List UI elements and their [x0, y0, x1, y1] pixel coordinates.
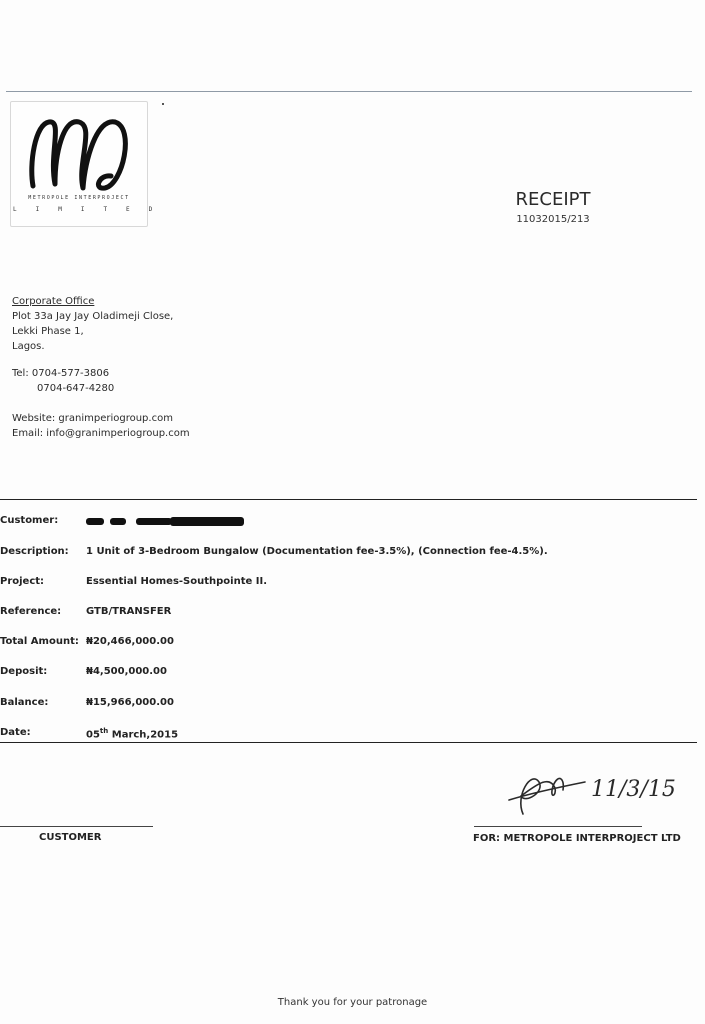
customer-row: [0, 515, 705, 529]
email-text: Email: info@granimperiogroup.com: [12, 428, 190, 439]
deposit-label: Deposit:: [0, 666, 48, 677]
receipt-number: 11032015/213: [516, 214, 590, 225]
redacted-customer-name: [86, 516, 244, 527]
customer-signature-line: [0, 826, 153, 827]
date-row: [0, 727, 705, 741]
project-row: [0, 576, 705, 590]
deposit-row: [0, 666, 705, 680]
total-label: Total Amount:: [0, 636, 79, 647]
date-value: [86, 727, 178, 740]
contact-phones: [12, 366, 114, 396]
total-row: [0, 636, 705, 650]
details-top-divider: [0, 499, 697, 500]
details-bottom-divider: [0, 742, 697, 743]
office-address: [12, 294, 173, 354]
company-signature-line: [474, 826, 642, 827]
address-line: Lekki Phase 1,: [12, 326, 84, 337]
thank-you-note: Thank you for your patronage: [277, 997, 428, 1008]
balance-label: Balance:: [0, 697, 49, 708]
project-label: Project:: [0, 576, 45, 587]
phone-number: 0704-577-3806: [31, 368, 110, 379]
address-line: Plot 33a Jay Jay Oladimeji Close,: [12, 311, 174, 322]
date-label: Date:: [0, 727, 31, 738]
description-row: [0, 546, 705, 560]
website-text: Website: granimperiogroup.com: [12, 413, 173, 424]
tel-label: Tel:: [12, 368, 29, 379]
reference-row: [0, 606, 705, 620]
handwritten-signature-icon: [505, 756, 676, 826]
description-value: 1 Unit of 3-Bedroom Bungalow (Documentation fee-3.5%), (Connection fee-4.5%).: [86, 546, 548, 557]
top-divider: [6, 91, 692, 92]
date-day: 05: [86, 729, 100, 741]
address-line: Lagos.: [12, 341, 45, 352]
contact-web: [12, 411, 190, 441]
project-value: Essential Homes-Southpointe II.: [86, 576, 267, 587]
metropole-m-logo-icon: [19, 104, 139, 200]
scan-speck: [162, 103, 164, 105]
balance-row: [0, 697, 705, 711]
balance-value: ₦15,966,000.00: [86, 697, 174, 708]
company-signature-label: FOR: METROPOLE INTERPROJECT LTD: [473, 833, 681, 844]
logo-company-name: METROPOLE INTERPROJECT: [28, 195, 130, 201]
total-value: ₦20,466,000.00: [86, 636, 174, 647]
phone-number: 0704-647-4280: [37, 383, 115, 394]
customer-signature-label: CUSTOMER: [39, 832, 102, 843]
date-suffix: th: [99, 727, 109, 735]
logo-company-suffix: LIMITED: [13, 206, 172, 213]
description-label: Description:: [0, 546, 69, 557]
receipt-title: RECEIPT: [515, 189, 591, 210]
date-rest: March,2015: [108, 729, 179, 741]
reference-value: GTB/TRANSFER: [86, 606, 172, 617]
company-logo: [10, 101, 172, 227]
customer-label: Customer:: [0, 515, 59, 526]
handwritten-date: 11/3/15: [591, 777, 676, 802]
office-heading: Corporate Office: [12, 296, 95, 307]
reference-label: Reference:: [0, 606, 62, 617]
deposit-value: ₦4,500,000.00: [86, 666, 167, 677]
